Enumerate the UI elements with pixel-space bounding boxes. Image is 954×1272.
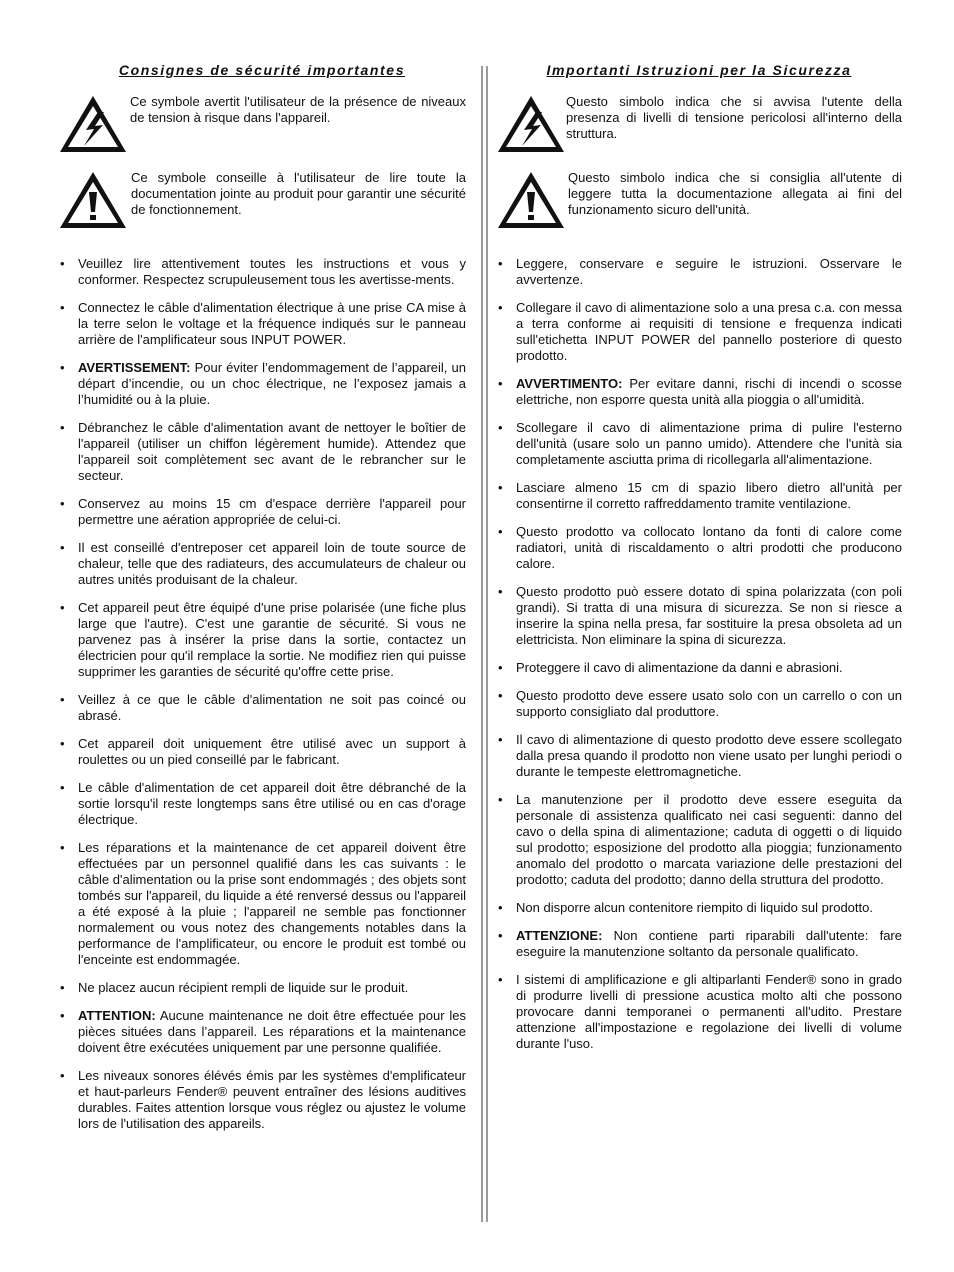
instruction-item <box>58 980 466 996</box>
instruction-text: Cet appareil peut être équipé d'une prise polarisée (une fiche plus large que l'autre). C'est une garantie de sécurité. Si vous ne parvenez pas à insérer la prise dans la sortie, contactez un électricien pour qu'il remplace la sortie. Ne modifiez rien qui puisse supprimer les garanties de sécurité qu'offre cette prise. <box>78 600 466 679</box>
lightning-warning-icon <box>58 94 128 156</box>
instruction-item <box>496 480 902 512</box>
instruction-text: Questo prodotto deve essere usato solo con un carrello o con un supporto consigliato dal produttore. <box>516 688 902 719</box>
instruction-item <box>58 420 466 484</box>
instruction-text: Questo prodotto può essere dotato di spina polarizzata (con poli grandi). Si tratta di una misura di sicurezza. Se non si riesce a inserire la spina nella presa, far sostituire la presa obsoleta ad un elettricista. Non eliminare la spina di sicurezza. <box>516 584 902 647</box>
instruction-item <box>496 256 902 288</box>
instruction-text: Conservez au moins 15 cm d'espace derrière l'appareil pour permettre une aération appropriée de celui-ci. <box>78 496 466 527</box>
instruction-text: Veillez à ce que le câble d'alimentation ne soit pas coincé ou abrasé. <box>78 692 466 723</box>
instruction-text: Lasciare almeno 15 cm di spazio libero dietro all'unità per consentirne il corretto raffreddamento tramite ventilazione. <box>516 480 902 511</box>
instruction-item <box>58 736 466 768</box>
instruction-item <box>496 972 902 1052</box>
instruction-text: Leggere, conservare e seguire le istruzioni. Osservare le avvertenze. <box>516 256 902 287</box>
instruction-item <box>496 900 902 916</box>
exclamation-warning-icon <box>58 170 128 232</box>
instruction-text: Le câble d'alimentation de cet appareil doit être débranché de la sortie lorsqu'il reste longtemps sans être utilisé ou en cas d'orage électrique. <box>78 780 466 827</box>
instruction-item <box>496 732 902 780</box>
instruction-item <box>496 300 902 364</box>
instruction-text: Débranchez le câble d'alimentation avant de nettoyer le boîtier de l'appareil (utiliser un chiffon légèrement humide). Attendez que l'appareil soit complètement sec avant de le rebrancher sur le secteur. <box>78 420 466 483</box>
instruction-item <box>58 1008 466 1056</box>
instruction-text: I sistemi di amplificazione e gli altiparlanti Fender® sono in grado di produrre livelli di pressione acustica molto alti che possono provocare danni temporanei o permanenti all'udito. Prestare attenzione all'impostazione e regolazione dei livelli di volume durante l'uso. <box>516 972 902 1051</box>
instruction-text: La manutenzione per il prodotto deve essere eseguita da personale di assistenza qualificato nei casi seguenti: danno del cavo o della spina di alimentazione; caduta di oggetti o di liquido sul prodotto; esposizione del prodotto alla pioggia; funzionamento anomalo del prodotto o marcata variazione delle prestazioni del prodotto; caduta del prodotto; danno della struttura del prodotto. <box>516 792 902 887</box>
instruction-text: Scollegare il cavo di alimentazione prima di pulire l'esterno dell'unità (usare solo un panno umido). Attendere che l'unità sia completamente asciutta prima di ricollegarla all'alimentazione. <box>516 420 902 467</box>
instruction-item <box>58 360 466 408</box>
italian-exclamation-symbol-block <box>496 170 902 234</box>
italian-exclamation-text: Questo simbolo indica che si consiglia all'utente di leggere tutta la documentazione allegata ai fini del funzionamento sicuro dell'unità. <box>568 170 902 217</box>
instruction-text: Cet appareil doit uniquement être utilisé avec un support à roulettes ou un pied conseillé par le fabricant. <box>78 736 466 767</box>
instruction-item <box>58 1068 466 1132</box>
italian-lightning-text: Questo simbolo indica che si avvisa l'utente della presenza di livelli di tensione pericolosi all'interno della struttura. <box>566 94 902 141</box>
warning-lead-label: ATTENTION: <box>78 1008 156 1023</box>
italian-column <box>496 62 902 1064</box>
french-heading: Consignes de sécurité importantes <box>118 62 406 78</box>
instruction-item <box>58 256 466 288</box>
italian-instruction-list <box>496 256 902 1052</box>
instruction-item <box>58 300 466 348</box>
instruction-text: Per evitare danni, rischi di incendi o scosse elettriche, non esporre questa unità alla pioggia o all'umidità. <box>516 376 902 407</box>
instruction-item <box>496 584 902 648</box>
instruction-item <box>496 376 902 408</box>
warning-lead-label: AVERTISSEMENT: <box>78 360 191 375</box>
instruction-text: Non disporre alcun contenitore riempito di liquido sul prodotto. <box>516 900 873 915</box>
lightning-warning-icon <box>496 94 566 156</box>
column-divider <box>481 66 488 1222</box>
italian-heading: Importanti Istruzioni per la Sicurezza <box>546 62 852 78</box>
instruction-text: Les niveaux sonores élévés émis par les systèmes d'emplificateur et haut-parleurs Fender® peuvent entraîner des lésions auditives durables. Faites attention lorsque vous réglez ou ajustez le volume lors de l'utilisation des appareils. <box>78 1068 466 1131</box>
exclamation-warning-icon <box>496 170 566 232</box>
instruction-item <box>58 692 466 724</box>
warning-lead-label: AVVERTIMENTO: <box>516 376 623 391</box>
instruction-text: Connectez le câble d'alimentation électrique à une prise CA mise à la terre selon le voltage et la fréquence indiqués sur le panneau arrière de l'amplificateur sous INPUT POWER. <box>78 300 466 347</box>
instruction-item <box>58 496 466 528</box>
instruction-text: Il est conseillé d'entreposer cet appareil loin de toute source de chaleur, telle que des radiateurs, des accumulateurs de chaleur ou autres unités produisant de la chaleur. <box>78 540 466 587</box>
warning-lead-label: ATTENZIONE: <box>516 928 603 943</box>
instruction-item <box>496 928 902 960</box>
instruction-text: Questo prodotto va collocato lontano da fonti di calore come radiatori, unità di riscaldamento o altri prodotti che producono calore. <box>516 524 902 571</box>
french-lightning-symbol-block <box>58 94 466 156</box>
instruction-item <box>58 540 466 588</box>
french-column <box>58 62 466 1144</box>
instruction-text: Pour éviter l’endommagement de l’appareil, un départ d’incendie, ou un choc électrique, ne l’exposez jamais a l’humidité ou à la pluie. <box>78 360 466 407</box>
instruction-text: Il cavo di alimentazione di questo prodotto deve essere scollegato dalla presa quando il prodotto non viene usato per lunghi periodi o durante le tempeste elettromagnetiche. <box>516 732 902 779</box>
french-exclamation-symbol-block <box>58 170 466 234</box>
french-lightning-text: Ce symbole avertit l'utilisateur de la présence de niveaux de tension à risque dans l'appareil. <box>130 94 466 125</box>
instruction-item <box>496 524 902 572</box>
instruction-item <box>496 420 902 468</box>
instruction-item <box>58 600 466 680</box>
instruction-item <box>58 780 466 828</box>
instruction-text: Veuillez lire attentivement toutes les instructions et vous y conformer. Respectez scrupuleusement tous les avertisse-ments. <box>78 256 466 287</box>
instruction-item <box>58 840 466 968</box>
italian-lightning-symbol-block <box>496 94 902 156</box>
instruction-text: Collegare il cavo di alimentazione solo a una presa c.a. con messa a terra conforme ai requisiti di tensione e frequenza indicati sull'etichetta INPUT POWER del pannello posteriore di questo prodotto. <box>516 300 902 363</box>
french-instruction-list <box>58 256 466 1132</box>
instruction-text: Les réparations et la maintenance de cet appareil doivent être effectuées par un personnel qualifié dans les cas suivants : le câble d'alimentation ou la prise sont endommagés ; des objets sont tombés sur l'appareil, du liquide a été renversé dessus ou l'appareil a été exposé à la pluie ; l'appareil ne semble pas fonctionner normalement ou vous notez des changements notables dans la performance de l'amplificateur, ou encore le produit est tombé ou l'enceinte est endommagée. <box>78 840 466 967</box>
instruction-text: Proteggere il cavo di alimentazione da danni e abrasioni. <box>516 660 843 675</box>
instruction-item <box>496 660 902 676</box>
instruction-item <box>496 688 902 720</box>
french-exclamation-text: Ce symbole conseille à l'utilisateur de lire toute la documentation jointe au produit pour garantir une sécurité de fonctionnement. <box>131 170 466 217</box>
instruction-item <box>496 792 902 888</box>
instruction-text: Non contiene parti riparabili dall'utente: fare eseguire la manutenzione soltanto da personale qualificato. <box>516 928 902 959</box>
instruction-text: Ne placez aucun récipient rempli de liquide sur le produit. <box>78 980 409 995</box>
instruction-text: Aucune maintenance ne doit être effectuée pour les pièces situées dans l’appareil. Les réparations et la maintenance doivent être exécutées uniquement par une personne qualifiée. <box>78 1008 466 1055</box>
